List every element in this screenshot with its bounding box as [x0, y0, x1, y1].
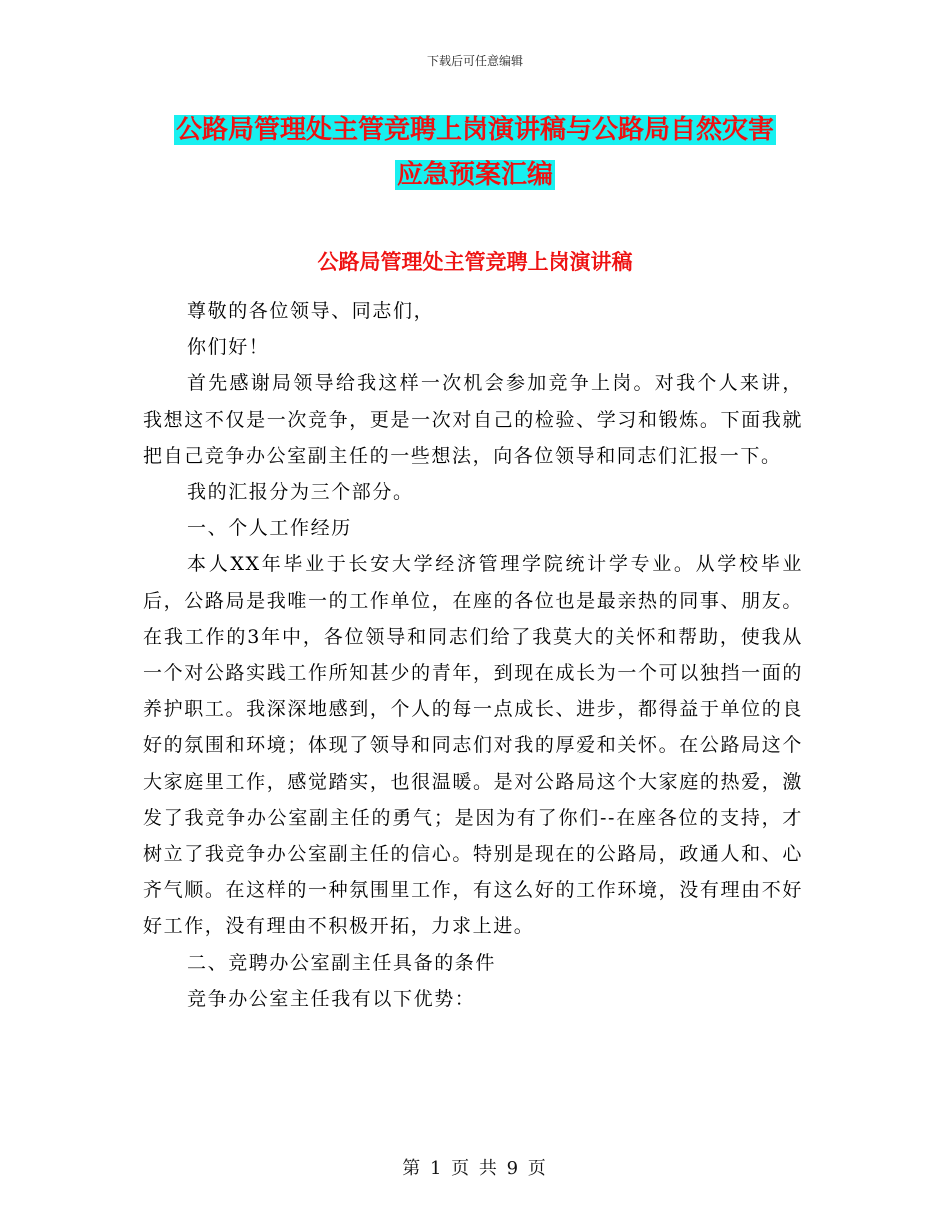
paragraph-advantages: 竞争办公室主任我有以下优势： [187, 987, 476, 1010]
paragraph-work-experience: 本人XX年毕业于长安大学经济管理学院统计学专业。从学校毕业后，公路局是我唯一的工作单位，在座的各位也是最亲热的同事、朋友。在我工作的3年中，各位领导和同志们给了我莫大的关怀和帮助，使我从一个对公路实践工作所知甚少的青年，到现在成长为一个可以独挡一面的养护职工。我深深地感到，个人的每一点成长、进步，都得益于单位的良好的氛围和环境；体现了领导和同志们对我的厚爱和关怀。在公路局这个大家庭里工作，感觉踏实，也很温暖。是对公路局这个大家庭的热爱，激发了我竞争办公室副主任的勇气；是因为有了你们--在座各位的支持，才树立了我竞争办公室副主任的信心。特别是现在的公路局，政通人和、心齐气顺。在这样的一种氛围里工作，有这么好的工作环境，没有理由不好好工作，没有理由不积极开拓，力求上进。 [143, 553, 803, 938]
document-title-line-1 [0, 110, 950, 150]
heading-qualifications: 二、竞聘办公室副主任具备的条件 [187, 951, 497, 974]
section-title: 公路局管理处主管竞聘上岗演讲稿 [317, 250, 633, 274]
paragraph-intro: 首先感谢局领导给我这样一次机会参加竞争上岗。对我个人来讲，我想这不仅是一次竞争，更是一次对自己的检验、学习和锻炼。下面我就把自己竞争办公室副主任的一些想法，向各位领导和同志们汇报一下。 [143, 372, 803, 467]
paragraph-salutation: 尊敬的各位领导、同志们， [187, 300, 435, 322]
heading-work-experience: 一、个人工作经历 [187, 517, 352, 540]
title-highlight-2: 应急预案汇编 [396, 160, 553, 190]
page-footer: 第 1 页 共 9 页 [402, 1158, 548, 1179]
header-note: 下载后可任意编辑 [426, 54, 523, 68]
document-body [143, 293, 803, 1017]
paragraph-greeting: 你们好！ [187, 336, 270, 359]
document-title-line-2 [0, 155, 950, 195]
title-highlight-1: 公路局管理处主管竞聘上岗演讲稿与公路局自然灾害 [175, 115, 774, 145]
paragraph-outline: 我的汇报分为三个部分。 [187, 481, 414, 504]
